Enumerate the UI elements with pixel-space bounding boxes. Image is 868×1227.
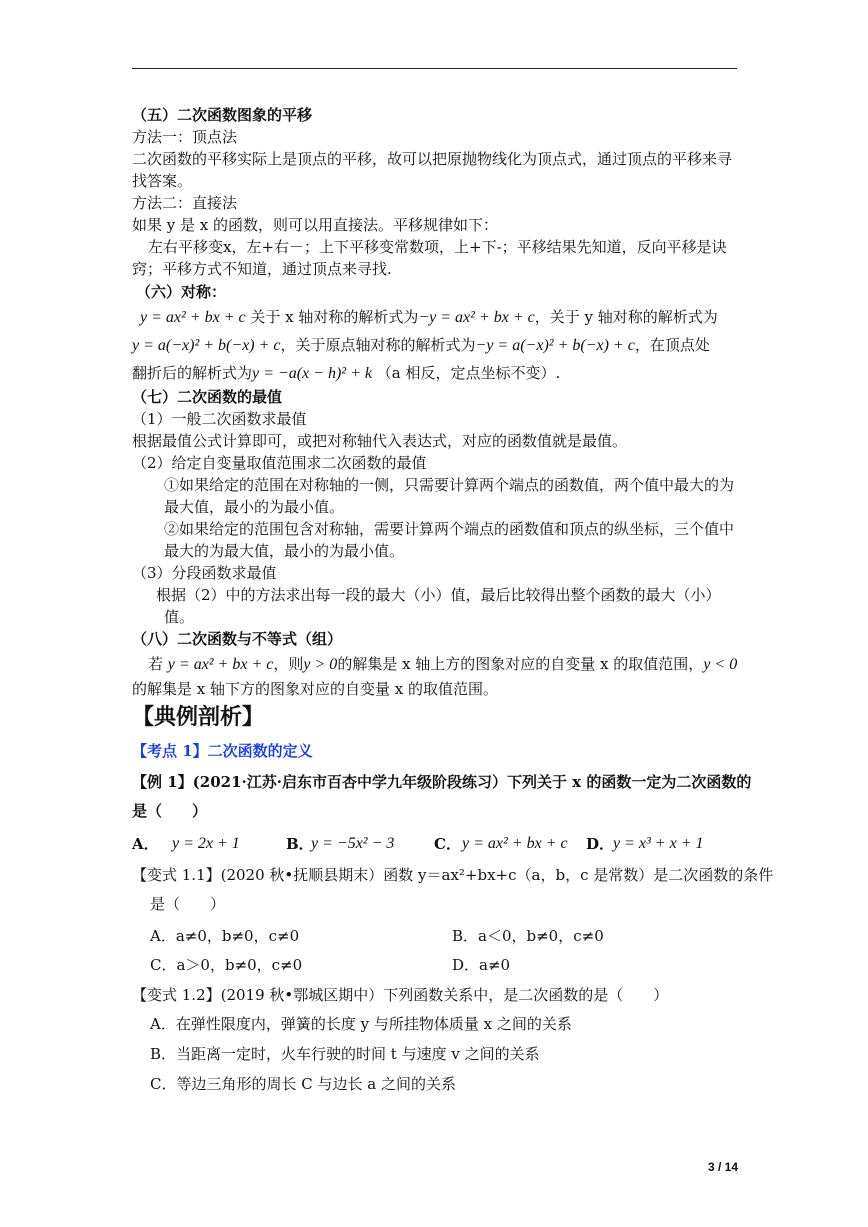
variant-1-2-option-a: A．在弹性限度内，弹簧的长度 y 与所挂物体质量 x 之间的关系 [150,1015,572,1033]
section-5-title: （五）二次函数图象的平移 [132,106,313,124]
variant-1-2-option-b: B．当距离一定时，火车行驶的时间 t 与速度 v 之间的关系 [150,1045,540,1063]
variant-1-2-line-1: 【变式 1.2】(2019 秋•鄂城区期中）下列函数关系中，是二次函数的是（ ） [132,986,669,1004]
equation: y > 0 [303,656,338,673]
section-7-title: （七）二次函数的最值 [132,388,283,406]
point-3: （3）分段函数求最值 [132,564,277,582]
page-number: 3 / 14 [707,1160,738,1174]
equation: −y = ax² + bx + c [418,309,535,326]
example-1-line-2: 是（ ） [132,802,208,820]
option-c: y = ax² + bx + c [462,835,568,852]
variant-1-1-option-a: A．a≠0，b≠0，c≠0 [150,927,300,945]
method-1-text-b: 找答案。 [132,172,193,190]
point-3-text-b: 值。 [164,608,195,626]
variant-1-1-option-d: D．a≠0 [452,956,511,974]
variant-1-1-option-c: C．a＞0，b≠0，c≠0 [150,956,303,974]
point-2-b-line-2: 最大的为最大值，最小的为最小值。 [164,542,405,560]
inequality-line-1 [148,653,756,676]
section-heading: 【典例剖析】 [132,704,265,730]
header-rule [132,68,737,69]
method-2-text: 如果 y 是 x 的函数，则可以用直接法。平移规律如下： [132,216,499,234]
point-1: （1）一般二次函数求最值 [132,410,307,428]
point-2-a-line-1: ①如果给定的范围在对称轴的一侧，只需要计算两个端点的函数值，两个值中最大的为 [164,476,735,494]
kaodian-title: 【考点 1】二次函数的定义 [132,742,313,760]
text: 若 [148,655,164,673]
equation: y = ax² + bx + c [167,656,274,673]
text: ，关于原点轴对称的解析式为 [280,336,476,354]
example-1-line-1: 【例 1】(2021·江苏·启东市百杏中学九年级阶段练习）下列关于 x 的函数一定为二次函数的 [132,773,752,791]
option-d: y = x³ + x + 1 [613,835,704,852]
section-6-title: （六）对称： [136,283,227,301]
variant-1-1-option-b: B．a＜0，b≠0，c≠0 [452,927,604,945]
text: ，关于 y 轴对称的解析式为 [534,308,718,326]
variant-1-1-line-1: 【变式 1.1】(2020 秋•抚顺县期末）函数 y＝ax²+bx+c（a，b，c 是常数）是二次函数的条件 [132,866,774,884]
method-2-label: 方法二：直接法 [132,194,238,212]
equation: −y = a(−x)² + b(−x) + c [475,337,635,354]
inequality-line-2: 的解集是 x 轴下方的图象对应的自变量 x 的取值范围。 [132,680,498,698]
symmetry-line-1 [140,306,748,329]
option-d-label: D． [586,835,615,853]
text: 翻折后的解析式为 [132,364,253,382]
text: ，在顶点处 [634,336,710,354]
point-2-a-line-2: 最大值，最小的为最小值。 [164,498,345,516]
option-a: y = 2x + 1 [172,835,240,852]
shift-rule-b: 窍；平移方式不知道，通过顶点来寻找. [132,260,392,278]
method-1-label: 方法一：顶点法 [132,128,238,146]
text: 的解集是 x 轴上方的图象对应的自变量 x 的取值范围， [337,655,704,673]
variant-1-2-option-c: C．等边三角形的周长 C 与边长 a 之间的关系 [150,1075,456,1093]
text: 关于 x 轴对称的解析式为 [245,308,419,326]
symmetry-line-3 [132,362,740,385]
text: ，则 [273,655,304,673]
point-3-text-a: 根据（2）中的方法求出每一段的最大（小）值，最后比较得出整个函数的最大（小） [156,586,721,604]
equation: y = −a(x − h)² + k [252,365,372,382]
equation: y = ax² + bx + c [140,309,246,326]
shift-rule-a: 左右平移变x，左+右－；上下平移变常数项，上+下-；平移结果先知道，反向平移是诀 [148,238,727,256]
point-2: （2）给定自变量取值范围求二次函数的最值 [132,454,427,472]
variant-1-1-line-2: 是（ ） [150,895,226,913]
equation: y = a(−x)² + b(−x) + c [132,337,281,354]
method-1-text-a: 二次函数的平移实际上是顶点的平移，故可以把原抛物线化为顶点式，通过顶点的平移来寻 [132,150,733,168]
option-a-label: A． [132,835,159,853]
point-1-text: 根据最值公式计算即可，或把对称轴代入表达式，对应的函数值就是最值。 [132,432,628,450]
symmetry-line-2 [132,334,740,357]
option-b: y = −5x² − 3 [311,835,395,852]
section-8-title: （八）二次函数与不等式（组） [132,630,343,648]
option-b-label: B． [286,835,314,853]
text: （a 相反，定点坐标不变）. [371,364,561,382]
point-2-b-line-1: ②如果给定的范围包含对称轴，需要计算两个端点的函数值和顶点的纵坐标，三个值中 [164,520,735,538]
option-c-label: C． [434,835,461,853]
equation: y < 0 [703,656,738,673]
